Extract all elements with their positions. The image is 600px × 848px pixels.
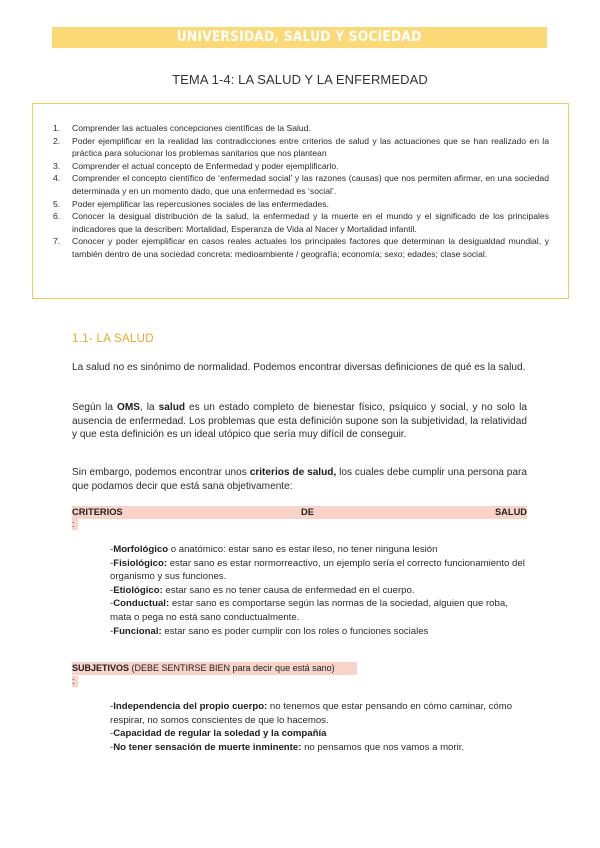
list-item: -Morfológico o anatómico: estar sano es estar ileso, no tener ninguna lesión — [110, 544, 438, 555]
subjetivos-heading: SUBJETIVOS (DEBE SENTIRSE BIEN para decir que está sano) — [72, 662, 357, 675]
list-item: -Etiológico: estar sano es no tener causa de enfermedad en el cuerpo. — [110, 584, 415, 596]
list-item: -Fisiológico: estar sano es estar normorreactivo, un ejemplo sería el correcto funcionamiento del organismo y sus funciones. — [110, 557, 525, 583]
list-item: -Capacidad de regular la soledad y la compañía — [110, 728, 327, 740]
section-heading: 1.1- LA SALUD — [72, 333, 154, 345]
criterios-heading: CRITERIOS DE SALUD — [72, 507, 527, 517]
header-banner — [52, 27, 547, 48]
criterios-colon: : — [72, 519, 78, 530]
paragraph-oms: Según la OMS, la salud es un estado completo de bienestar físico, psíquico y social, y no solo la ausencia de enfermedad. Los problemas que esta definición supone son la subjetividad, la relatividad y que esta definición es un ideal utópico que sería muy difícil de conseguir. — [72, 402, 527, 440]
list-item: -No tener sensación de muerte inminente: no pensamos que nos vamos a morir. — [110, 741, 465, 753]
objective-item: 3. Comprender el actual concepto de Enfermedad y poder ejemplificarlo. — [53, 160, 339, 171]
paragraph-criterios: Sin embargo, podemos encontrar unos criterios de salud, los cuales debe cumplir una persona para que podamos decir que está sana objetivamente: — [72, 467, 528, 492]
criterios-list — [110, 543, 530, 638]
objective-item: 6. Conocer la desigual distribución de la salud, la enfermedad y la muerte en el mundo y el significado de los principales indicadores que la describen: Mortalidad, Esperanza de Vida al Nacer y Mortalidad infantil. — [53, 211, 549, 234]
objectives-box — [32, 103, 569, 299]
subjetivos-list — [110, 700, 530, 754]
objective-item: 4. Comprender el concepto científico de ‘enfermedad social’ y las razones (causas) que nos permiten afirmar, en una sociedad determinada y en un momento dado, que una enfermedad es ‘social’. — [53, 173, 549, 196]
subjetivos-colon: : — [72, 676, 78, 687]
objective-item: 5. Poder ejemplificar las repercusiones sociales de las enfermedades. — [53, 198, 329, 209]
objective-item: 2. Poder ejemplificar en la realidad las contradicciones entre criterios de salud y las actuaciones que se han realizado en la práctica para solucionar los problemas sanitarios que nos plantean — [53, 135, 549, 159]
list-item: -Funcional: estar sano es poder cumplir con los roles o funciones sociales — [110, 625, 429, 637]
objective-item: 1. Comprender las actuales concepciones científicas de la Salud. — [53, 123, 311, 133]
list-item: -Conductual: estar sano es comportarse según las normas de la sociedad, alguien que roba, mata o pega no está sano conductualmente. — [110, 598, 508, 623]
page-title: TEMA 1-4: LA SALUD Y LA ENFERMEDAD — [172, 72, 428, 87]
paragraph-definition: La salud no es sinónimo de normalidad. Podemos encontrar diversas definiciones de qué es la salud. — [72, 362, 526, 373]
list-item: -Independencia del propio cuerpo: no tenemos que estar pensando en cómo caminar, cómo respirar, no somos conscientes de que lo hacemos. — [110, 701, 513, 726]
objectives-list — [53, 122, 549, 261]
objective-item: 7. Conocer y poder ejemplificar en casos reales actuales los principales factores que determinan la desigualdad mundial, y también dentro de una sociedad concreta: medioambiente / geografía; economía; sexo; edades; clase social. — [53, 236, 549, 259]
banner-title: UNIVERSIDAD, SALUD Y SOCIEDAD — [177, 29, 422, 45]
